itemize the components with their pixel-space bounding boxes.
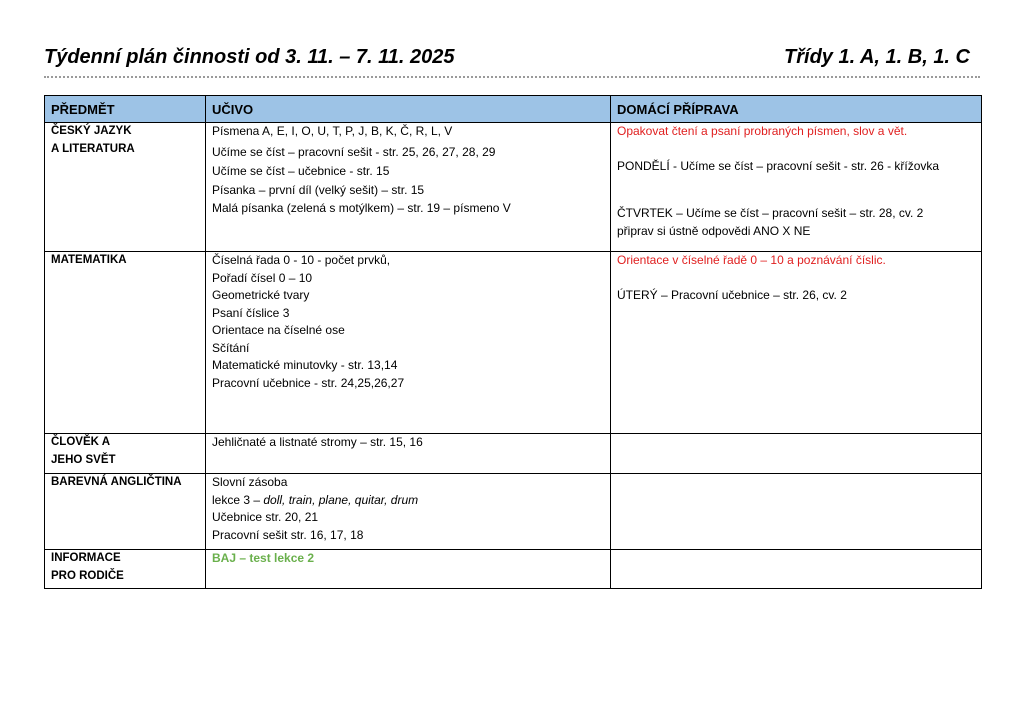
content-line: Slovní zásoba — [212, 475, 288, 489]
content-line: Matematické minutovky - str. 13,14 — [212, 358, 398, 372]
plan-table — [44, 95, 982, 589]
classes-title: Třídy 1. A, 1. B, 1. C — [784, 46, 970, 68]
test-notice: BAJ – test lekce 2 — [212, 551, 315, 565]
content-line: Pracovní sešit str. 16, 17, 18 — [212, 527, 364, 542]
content-line: Učebnice str. 20, 21 — [212, 510, 319, 524]
homework-cell — [611, 252, 982, 434]
content-line: Učíme se číst – učebnice - str. 15 — [212, 164, 390, 178]
header-subject: PŘEDMĚT — [45, 96, 206, 123]
content-line: Písanka – první díl (velký sešit) – str. 15 — [212, 182, 425, 197]
content-cell — [206, 123, 611, 252]
table-header-row — [45, 96, 982, 123]
subject-line: INFORMACE — [51, 552, 121, 564]
content-cell — [206, 550, 611, 589]
content-line: Geometrické tvary — [212, 288, 310, 302]
content-cell — [206, 474, 611, 550]
table-row — [45, 252, 982, 434]
subject-line: ČLOVĚK A — [51, 436, 110, 448]
homework-highlight: Orientace v číselné řadě 0 – 10 a poznávání číslic. — [617, 253, 886, 267]
content-line: Číselná řada 0 - 10 - počet prvků, — [212, 253, 391, 267]
homework-line: PONDĚLÍ - Učíme se číst – pracovní sešit - str. 26 - křížovka — [617, 159, 940, 173]
header-content: UČIVO — [206, 96, 611, 123]
homework-line: připrav si ústně odpovědi ANO X NE — [617, 223, 811, 238]
table-row — [45, 123, 982, 252]
homework-cell — [611, 434, 982, 474]
homework-cell — [611, 550, 982, 589]
homework-cell — [611, 123, 982, 252]
subject-line: MATEMATIKA — [51, 254, 127, 266]
homework-line: ČTVRTEK – Učíme se číst – pracovní sešit – str. 28, cv. 2 — [617, 206, 924, 220]
page-title: Týdenní plán činnosti od 3. 11. – 7. 11. 2025 — [44, 46, 455, 68]
content-line: Psaní číslice 3 — [212, 305, 290, 320]
subject-line: ČESKÝ JAZYK — [51, 125, 132, 137]
content-cell — [206, 434, 611, 474]
subject-line: A LITERATURA — [51, 142, 135, 155]
content-line: Jehličnaté a listnaté stromy – str. 15, 16 — [212, 435, 423, 449]
content-line — [212, 492, 604, 510]
subject-cell — [45, 252, 206, 434]
table-row — [45, 550, 982, 589]
homework-cell — [611, 474, 982, 550]
subject-cell — [45, 123, 206, 252]
content-line: Orientace na číselné ose — [212, 323, 345, 337]
table-row — [45, 434, 982, 474]
content-line: Malá písanka (zelená s motýlkem) – str. 19 – písmeno V — [212, 201, 511, 215]
subject-cell — [45, 434, 206, 474]
dotted-divider — [44, 76, 980, 78]
header — [44, 46, 974, 74]
subject-cell — [45, 474, 206, 550]
homework-highlight: Opakovat čtení a psaní probraných písmen, slov a vět. — [617, 124, 908, 138]
content-line: Pořadí čísel 0 – 10 — [212, 270, 313, 285]
lesson-prefix: lekce 3 – — [212, 492, 264, 507]
vocabulary-words: doll, train, plane, quitar, drum — [263, 492, 419, 507]
content-cell — [206, 252, 611, 434]
content-line: Sčítání — [212, 340, 250, 355]
subject-line: PRO RODIČE — [51, 569, 124, 582]
table-row — [45, 474, 982, 550]
content-line: Učíme se číst – pracovní sešit - str. 25, 26, 27, 28, 29 — [212, 144, 496, 159]
content-line: Pracovní učebnice - str. 24,25,26,27 — [212, 375, 405, 390]
subject-line: BAREVNÁ ANGLIČTINA — [51, 476, 182, 488]
content-line: Písmena A, E, I, O, U, T, P, J, B, K, Č, R, L, V — [212, 124, 453, 138]
subject-cell — [45, 550, 206, 589]
header-homework: DOMÁCÍ PŘÍPRAVA — [611, 96, 982, 123]
homework-line: ÚTERÝ – Pracovní učebnice – str. 26, cv. 2 — [617, 288, 847, 302]
subject-line: JEHO SVĚT — [51, 453, 116, 466]
